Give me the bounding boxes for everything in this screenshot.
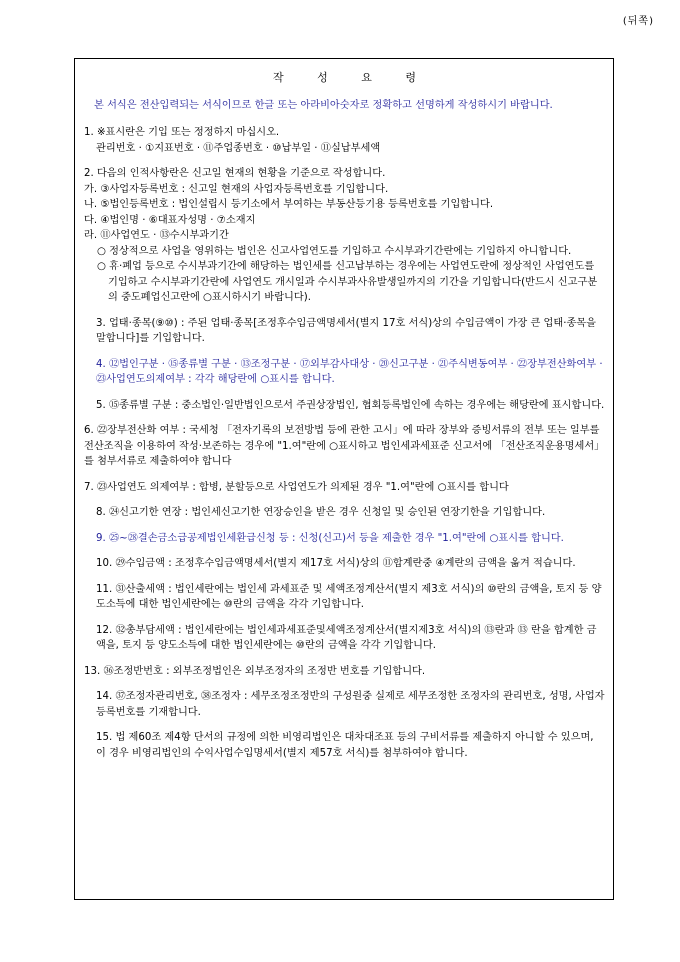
instruction-item bbox=[84, 166, 606, 306]
instruction-item bbox=[84, 582, 606, 613]
instruction-item bbox=[84, 125, 606, 156]
instruction-line: 9. ㉕~㉘결손금소급공제법인세환급신청 등 : 신청(신고)서 등을 제출한 경우 "1.여"란에 ○표시를 합니다. bbox=[96, 532, 564, 544]
instruction-item bbox=[84, 689, 606, 720]
instruction-line: 5. ⑮종류별 구분 : 중소법인·일반법인으로서 주권상장법인, 협회등록법인에 속하는 경우에는 해당란에 표시합니다. bbox=[96, 399, 605, 411]
page-title: 작 성 요 령 bbox=[273, 71, 431, 84]
back-page-label: (뒤쪽) bbox=[622, 16, 654, 27]
instruction-line: 13. ㊱조정반번호 : 외부조정법인은 외부조정자의 조정반 번호를 기입합니다. bbox=[84, 665, 426, 677]
instruction-item bbox=[84, 357, 606, 388]
instruction-line: 관리번호 · ①지표번호 · ⑪주업종번호 · ⑩납부일 · ⑪실납부세액 bbox=[96, 142, 381, 154]
instruction-list bbox=[84, 125, 606, 761]
instruction-line: 15. 법 제60조 제4항 단서의 규정에 의한 비영리법인은 대차대조표 등의 구비서류를 제출하지 아니할 수 있으며, 이 경우 비영리법인의 수익사업수입명세서(별지 제57호 서식)를 첨부하여야 합니다. bbox=[96, 732, 594, 759]
instruction-line: 3. 업태·종목(⑨⑩) : 주된 업태·종목[조정후수입금액명세서(별지 17호 서식)상의 수입금액이 가장 큰 업태·종목을 말합니다]를 기입합니다. bbox=[96, 317, 596, 344]
instruction-line: 1. ※표시란은 기입 또는 정정하지 마십시오. bbox=[84, 127, 280, 138]
instruction-item bbox=[84, 730, 606, 761]
instruction-item bbox=[84, 480, 606, 496]
instruction-item bbox=[84, 556, 606, 572]
instruction-line: 10. ㉙수입금액 : 조정후수입금액명세서(별지 제17호 서식)상의 ⑪합계란중 ④계란의 금액을 옮겨 적습니다. bbox=[96, 558, 576, 569]
instruction-item bbox=[84, 623, 606, 654]
instruction-line: ○ 정상적으로 사업을 영위하는 법인은 신고사업연도를 기입하고 수시부과기간란에는 기입하지 아니합니다. bbox=[97, 245, 572, 257]
instruction-line: 14. ㊲조정자관리번호, ㊳조정자 : 세무조정조정반의 구성원중 실제로 세무조정한 조정자의 관리번호, 성명, 사업자등록번호를 기재합니다. bbox=[96, 691, 605, 718]
instruction-line: 6. ㉒장부전산화 여부 : 국세청 「전자기록의 보전방법 등에 관한 고시」에 따라 장부와 증빙서류의 전부 또는 일부를 전산조직을 이용하여 작성·보존하는 경우에 "1.여"란에 ○표시하고 법인세과세표준 신고서에 「전산조직운용명세서」를 첨부서류로 제출하여야 합니다 bbox=[84, 425, 605, 467]
instruction-line: 2. 다음의 인적사항란은 신고일 현재의 현황을 기준으로 작성합니다. bbox=[84, 168, 386, 179]
instruction-item bbox=[84, 316, 606, 347]
instruction-line: 다. ④법인명 · ⑥대표자성명 · ⑦소재지 bbox=[84, 214, 256, 226]
instruction-line: 라. ⑪사업연도 · ⑬수시부과기간 bbox=[84, 230, 229, 241]
instruction-line: 11. ㉛산출세액 : 법인세란에는 법인세 과세표준 및 세액조정계산서(별지 제3호 서식)의 ⑩란의 금액을, 토지 등 양도소득에 대한 법인세란에는 ⑩란의 금액을 각각 기입합니다. bbox=[96, 583, 602, 610]
instruction-line: 8. ㉔신고기한 연장 : 법인세신고기한 연장승인을 받은 경우 신청일 및 승인된 연장기한을 기입합니다. bbox=[96, 507, 546, 518]
instruction-line: 4. ⑫법인구분 · ⑮종류별 구분 · ⑬조정구분 · ⑰외부감사대상 · ⑳신고구분 · ㉑주식변동여부 · ㉒장부전산화여부 · ㉓사업연도의제여부 : 각각 해당란에 ○표시를 합니다. bbox=[96, 358, 603, 385]
instruction-line: 가. ③사업자등록번호 : 신고일 현재의 사업자등록번호를 기입합니다. bbox=[84, 183, 389, 195]
instruction-item bbox=[84, 664, 606, 680]
instruction-line: ○ 휴·폐업 등으로 수시부과기간에 해당하는 법인세를 신고납부하는 경우에는 사업연도란에 정상적인 사업연도를 기입하고 수시부과기간란에 사업연도 개시일과 수시부과사유발생일까지의 기간을 기입합니다(반드시 신고구분의 중도폐업신고란에 ○표시하시기 바랍니다). bbox=[97, 261, 598, 303]
intro-paragraph: 본 서식은 전산입력되는 서식이므로 한글 또는 아라비아숫자로 정확하고 선명하게 작성하시기 바랍니다. bbox=[94, 99, 553, 111]
instruction-line: 나. ⑤법인등록번호 : 법인설립시 등기소에서 부여하는 부동산등기용 등록번호를 기입합니다. bbox=[84, 199, 494, 210]
instruction-item bbox=[84, 505, 606, 521]
instruction-item bbox=[84, 423, 606, 470]
instruction-item bbox=[84, 398, 606, 414]
instruction-line: 12. ㉜총부담세액 : 법인세란에는 법인세과세표준및세액조정계산서(별지제3호 서식)의 ⑬란과 ⑬ 란을 합계한 금액을, 토지 등 양도소득에 대한 법인세란에는 ⑩란의 금액을 각각 기입합니다. bbox=[96, 624, 597, 651]
instruction-item bbox=[84, 531, 606, 547]
instruction-line: 7. ㉓사업연도 의제여부 : 합병, 분할등으로 사업연도가 의제된 경우 "1.여"란에 ○표시를 합니다 bbox=[84, 481, 509, 493]
instructions-content bbox=[84, 70, 606, 771]
